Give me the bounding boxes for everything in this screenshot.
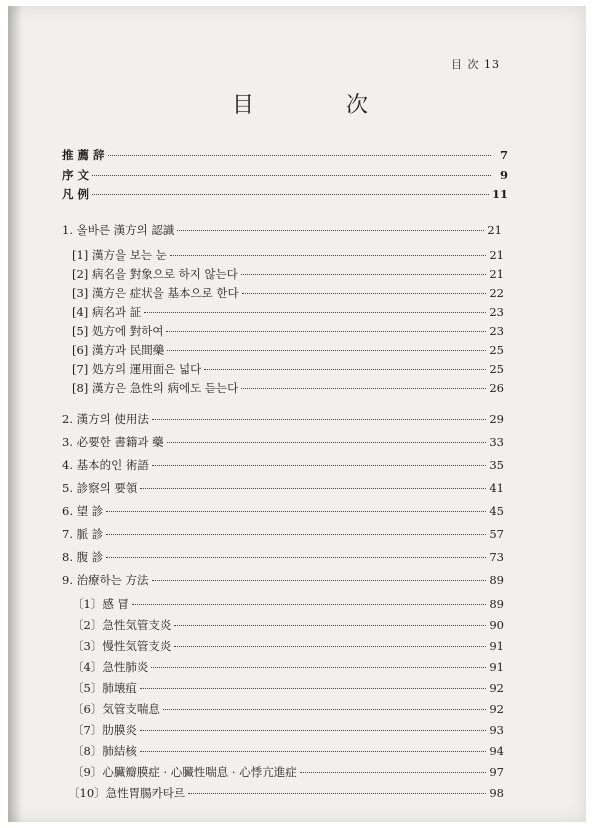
leader-dots [174,625,486,626]
leader-dots [152,580,487,581]
leader-dots [174,646,486,647]
leader-dots [140,751,487,752]
toc-row-chapter-6 [62,503,504,519]
leader-dots [163,709,487,710]
toc-label: 2. 漢方의 使用法 [62,412,149,426]
toc-page-number: 98 [489,786,504,800]
toc-label: 〔3〕慢性気管支炎 [72,639,172,653]
toc-page-number: 93 [489,723,504,737]
toc-label: 9. 治療하는 方法 [62,573,149,587]
toc-row-chapter-5 [62,480,504,496]
toc-page-number: 23 [489,324,504,338]
toc-page-number: 21 [489,248,504,262]
toc-page-number: 73 [489,550,504,564]
toc-label: [3] 漢方은 症状을 基本으로 한다 [72,286,239,300]
toc-label: [6] 漢方과 民間藥 [72,343,165,357]
leader-dots [140,488,486,489]
toc-label: 〔5〕肺壊疽 [72,681,137,695]
toc-row-ch9-item-9 [72,764,504,780]
toc-row-ch9-item-10 [68,785,504,801]
toc-page-number: 92 [489,702,504,716]
toc-page-number: 25 [489,343,504,357]
toc-label: [7] 処方의 運用面은 넓다 [72,362,202,376]
toc-label: 〔4〕急性肺炎 [72,660,149,674]
toc-row-front-1 [62,147,508,163]
toc-page-number: 57 [489,527,504,541]
toc-page-number: 29 [489,412,504,426]
leader-dots [167,442,487,443]
toc-row-ch9-item-5 [72,680,504,696]
toc-label: 〔6〕気管支喘息 [72,702,160,716]
toc-row-chapter-9 [62,572,504,588]
leader-dots [188,793,486,794]
toc-page-number: 45 [489,504,504,518]
leader-dots [166,331,486,332]
toc-row-ch9-item-2 [72,617,504,633]
toc-label: 〔10〕急性胃腸카타르 [68,786,185,800]
leader-dots [152,465,486,466]
toc-row-ch9-item-1 [72,596,504,612]
running-head: 目 次 13 [451,58,500,71]
toc-row-chapter-7 [62,526,504,542]
leader-dots [106,557,486,558]
toc-label: 3. 必要한 書籍과 藥 [62,435,164,449]
leader-dots [241,274,487,275]
leader-dots [241,388,486,389]
toc-page-number: 35 [489,458,504,472]
toc-page-number: 90 [489,618,504,632]
toc-page-number: 33 [489,435,504,449]
toc-page-number: 25 [489,362,504,376]
leader-dots [167,350,486,351]
toc-label: 〔1〕感 冒 [72,597,129,611]
toc-page-number: 94 [489,744,504,758]
title-char-1: 目 [232,93,255,118]
toc-row-chapter-2 [62,411,504,427]
toc-page-number: 91 [489,660,504,674]
toc-page-number: 11 [491,187,508,201]
title-char-2: 次 [345,93,368,118]
leader-dots [170,255,487,256]
leader-dots [151,667,486,668]
leader-dots [92,175,491,176]
toc-row-ch9-item-4 [72,659,504,675]
toc-page-number: 9 [499,168,508,182]
leader-dots [106,534,486,535]
toc-row-chapter-4 [62,457,504,473]
toc-label: 5. 診察의 要領 [62,481,138,495]
toc-page-number: 21 [489,267,504,281]
toc-page-number: 26 [489,381,504,395]
toc-page-number: 21 [487,223,502,237]
toc-row-chapter-8 [62,549,504,565]
leader-dots [242,293,487,294]
toc-row-ch1-item-5 [72,323,504,339]
toc-page-number: 23 [489,305,504,319]
toc-row-ch1-item-2 [72,266,504,282]
leader-dots [140,688,487,689]
toc-label: 6. 望 診 [62,504,104,518]
toc-row-front-2 [62,167,508,183]
toc-page-number: 89 [489,573,504,587]
leader-dots [204,369,486,370]
toc-row-chapter-3 [62,434,504,450]
toc-page-number: 22 [489,286,504,300]
toc-row-ch1-item-1 [72,247,504,263]
page-fold-shadow [8,6,22,822]
toc-row-front-3 [62,186,508,202]
toc-row-ch1-item-3 [72,285,504,301]
toc-label: [4] 病名과 証 [72,305,142,319]
toc-row-ch1-item-4 [72,304,504,320]
toc-row-chapter-1 [62,222,502,238]
leader-dots [300,772,487,773]
leader-dots [132,604,486,605]
leader-dots [152,419,486,420]
toc-label: 1. 올바른 漢方의 認識 [62,223,175,237]
toc-label: [5] 処方에 對하여 [72,324,164,338]
toc-label: [1] 漢方을 보는 눈 [72,248,167,262]
leader-dots [106,511,486,512]
toc-label: 〔2〕急性気管支炎 [72,618,172,632]
toc-label: 〔7〕肋膜炎 [72,723,137,737]
toc-row-ch9-item-3 [72,638,504,654]
toc-page-number: 89 [489,597,504,611]
leader-dots [92,194,489,195]
leader-dots [144,312,486,313]
toc-page-number: 41 [489,481,504,495]
toc-label: 凡 例 [62,187,90,201]
toc-page-number: 91 [489,639,504,653]
toc-label: 〔8〕肺結核 [72,744,137,758]
toc-label: [8] 漢方은 急性의 病에도 듣는다 [72,381,239,395]
toc-row-ch1-item-8 [72,380,504,396]
leader-dots [177,230,484,231]
toc-row-ch9-item-7 [72,722,504,738]
toc-row-ch9-item-8 [72,743,504,759]
toc-label: [2] 病名을 對象으로 하지 않는다 [72,267,238,281]
toc-page-number: 97 [489,765,504,779]
toc-label: 序 文 [62,168,90,182]
toc-label: 推 薦 辞 [62,148,105,162]
toc-page-number: 92 [489,681,504,695]
toc-row-ch1-item-7 [72,361,504,377]
toc-label: 4. 基本的인 術語 [62,458,149,472]
toc-label: 〔9〕心臟瓣膜症 · 心臟性喘息 · 心悸亢進症 [72,765,297,779]
page-title [200,88,400,119]
toc-page-number: 7 [499,148,508,162]
toc-row-ch1-item-6 [72,342,504,358]
leader-dots [108,155,491,156]
toc-row-ch9-item-6 [72,701,504,717]
toc-label: 8. 腹 診 [62,550,104,564]
leader-dots [140,730,487,731]
toc-label: 7. 脈 診 [62,527,104,541]
